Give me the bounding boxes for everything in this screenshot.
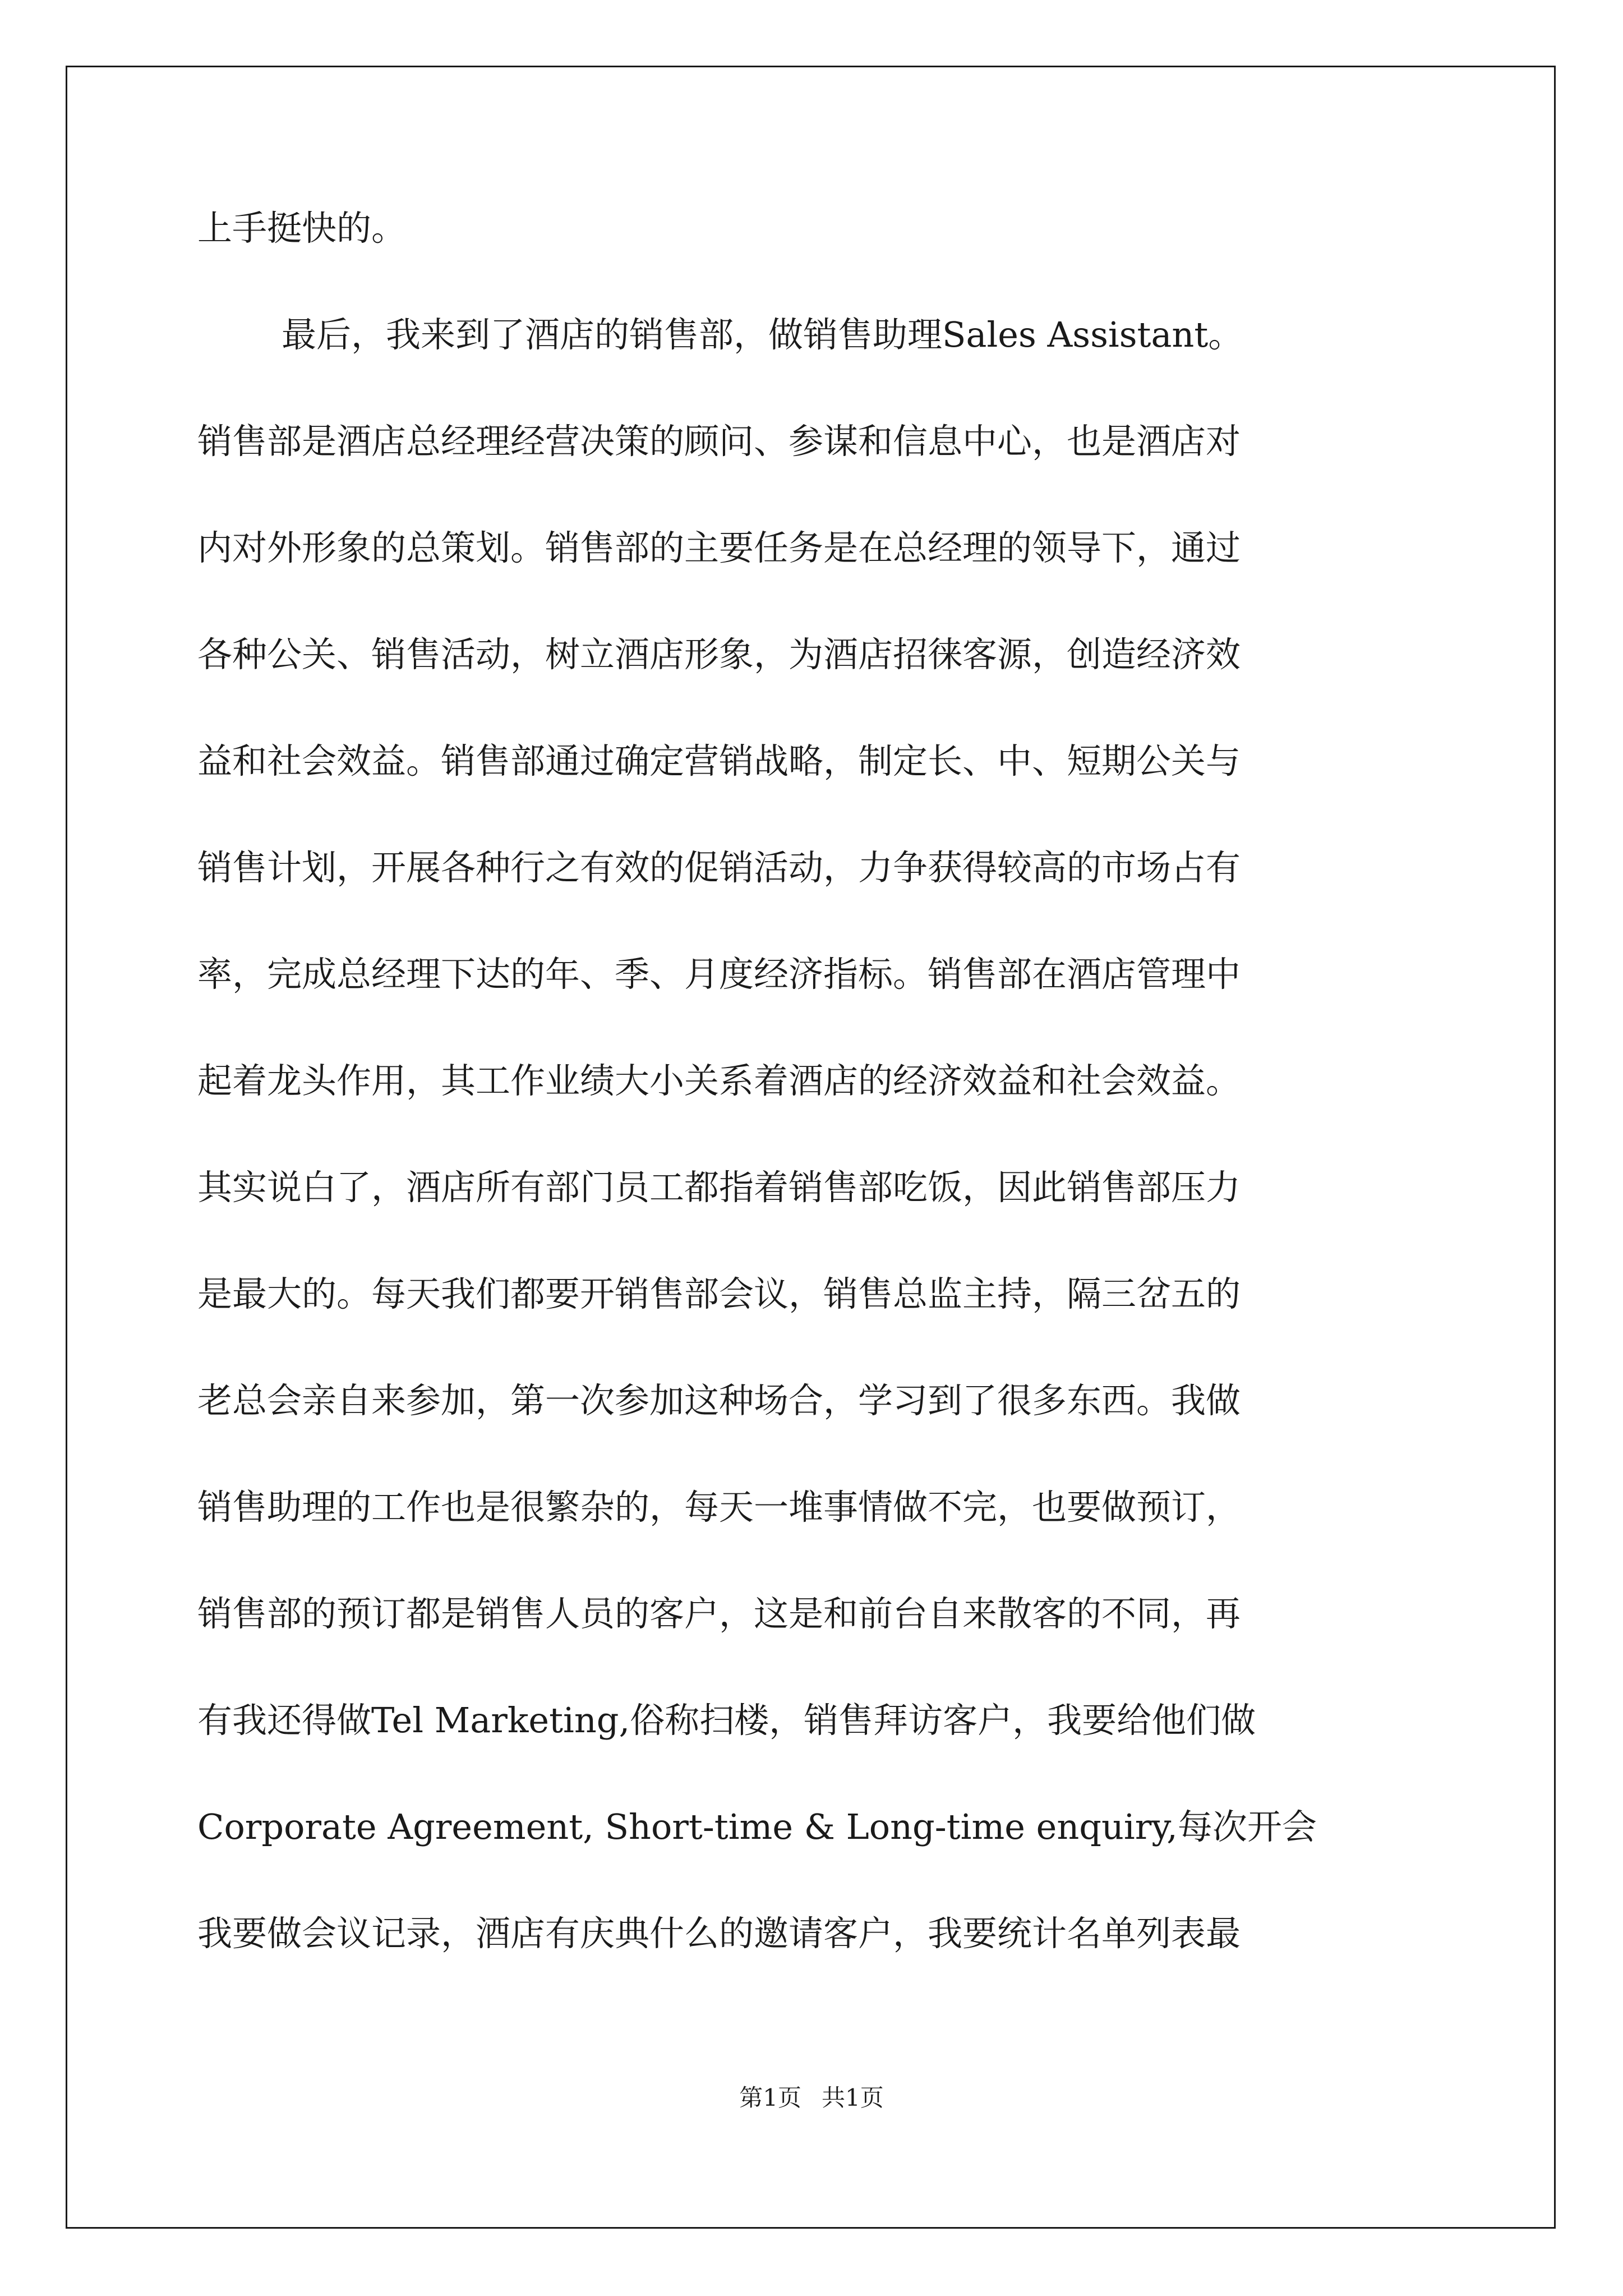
paragraph-first-line: 最后，我来到了酒店的销售部，做销售助理Sales Assistant。	[282, 314, 1243, 355]
page-border	[66, 66, 1556, 2229]
text-line: 起着龙头作用，其工作业绩大小关系着酒店的经济效益和社会效益。	[197, 1060, 1241, 1101]
text-line: 各种公关、销售活动，树立酒店形象，为酒店招徕客源，创造经济效	[197, 634, 1241, 675]
text-line: 老总会亲自来参加，第一次参加这种场合，学习到了很多东西。我做	[197, 1380, 1241, 1421]
text-line: 销售助理的工作也是很繁杂的，每天一堆事情做不完，也要做预订，	[197, 1487, 1241, 1527]
text-line: 销售部的预订都是销售人员的客户，这是和前台自来散客的不同，再	[197, 1593, 1241, 1634]
text-line: 有我还得做Tel Marketing,俗称扫楼，销售拜访客户，我要给他们做	[197, 1700, 1256, 1741]
text-line: 销售计划，开展各种行之有效的促销活动，力争获得较高的市场占有	[197, 847, 1241, 888]
page-number: 第1页	[739, 2084, 801, 2111]
text-line: 销售部是酒店总经理经营决策的顾问、参谋和信息中心，也是酒店对	[197, 421, 1241, 462]
page-total: 共1页	[822, 2084, 884, 2111]
text-line: 其实说白了，酒店所有部门员工都指着销售部吃饭，因此销售部压力	[197, 1167, 1241, 1208]
page-footer	[0, 2081, 1623, 2115]
text-line: Corporate Agreement, Short-time & Long-time enquiry,每次开会	[197, 1806, 1317, 1847]
text-line: 内对外形象的总策划。销售部的主要任务是在总经理的领导下，通过	[197, 527, 1241, 568]
text-line: 我要做会议记录，酒店有庆典什么的邀请客户，我要统计名单列表最	[197, 1913, 1241, 1954]
text-line: 率，完成总经理下达的年、季、月度经济指标。销售部在酒店管理中	[197, 954, 1241, 995]
text-line: 上手挺快的。	[197, 208, 407, 249]
text-line: 益和社会效益。销售部通过确定营销战略，制定长、中、短期公关与	[197, 740, 1241, 781]
text-line: 是最大的。每天我们都要开销售部会议，销售总监主持，隔三岔五的	[197, 1273, 1241, 1314]
